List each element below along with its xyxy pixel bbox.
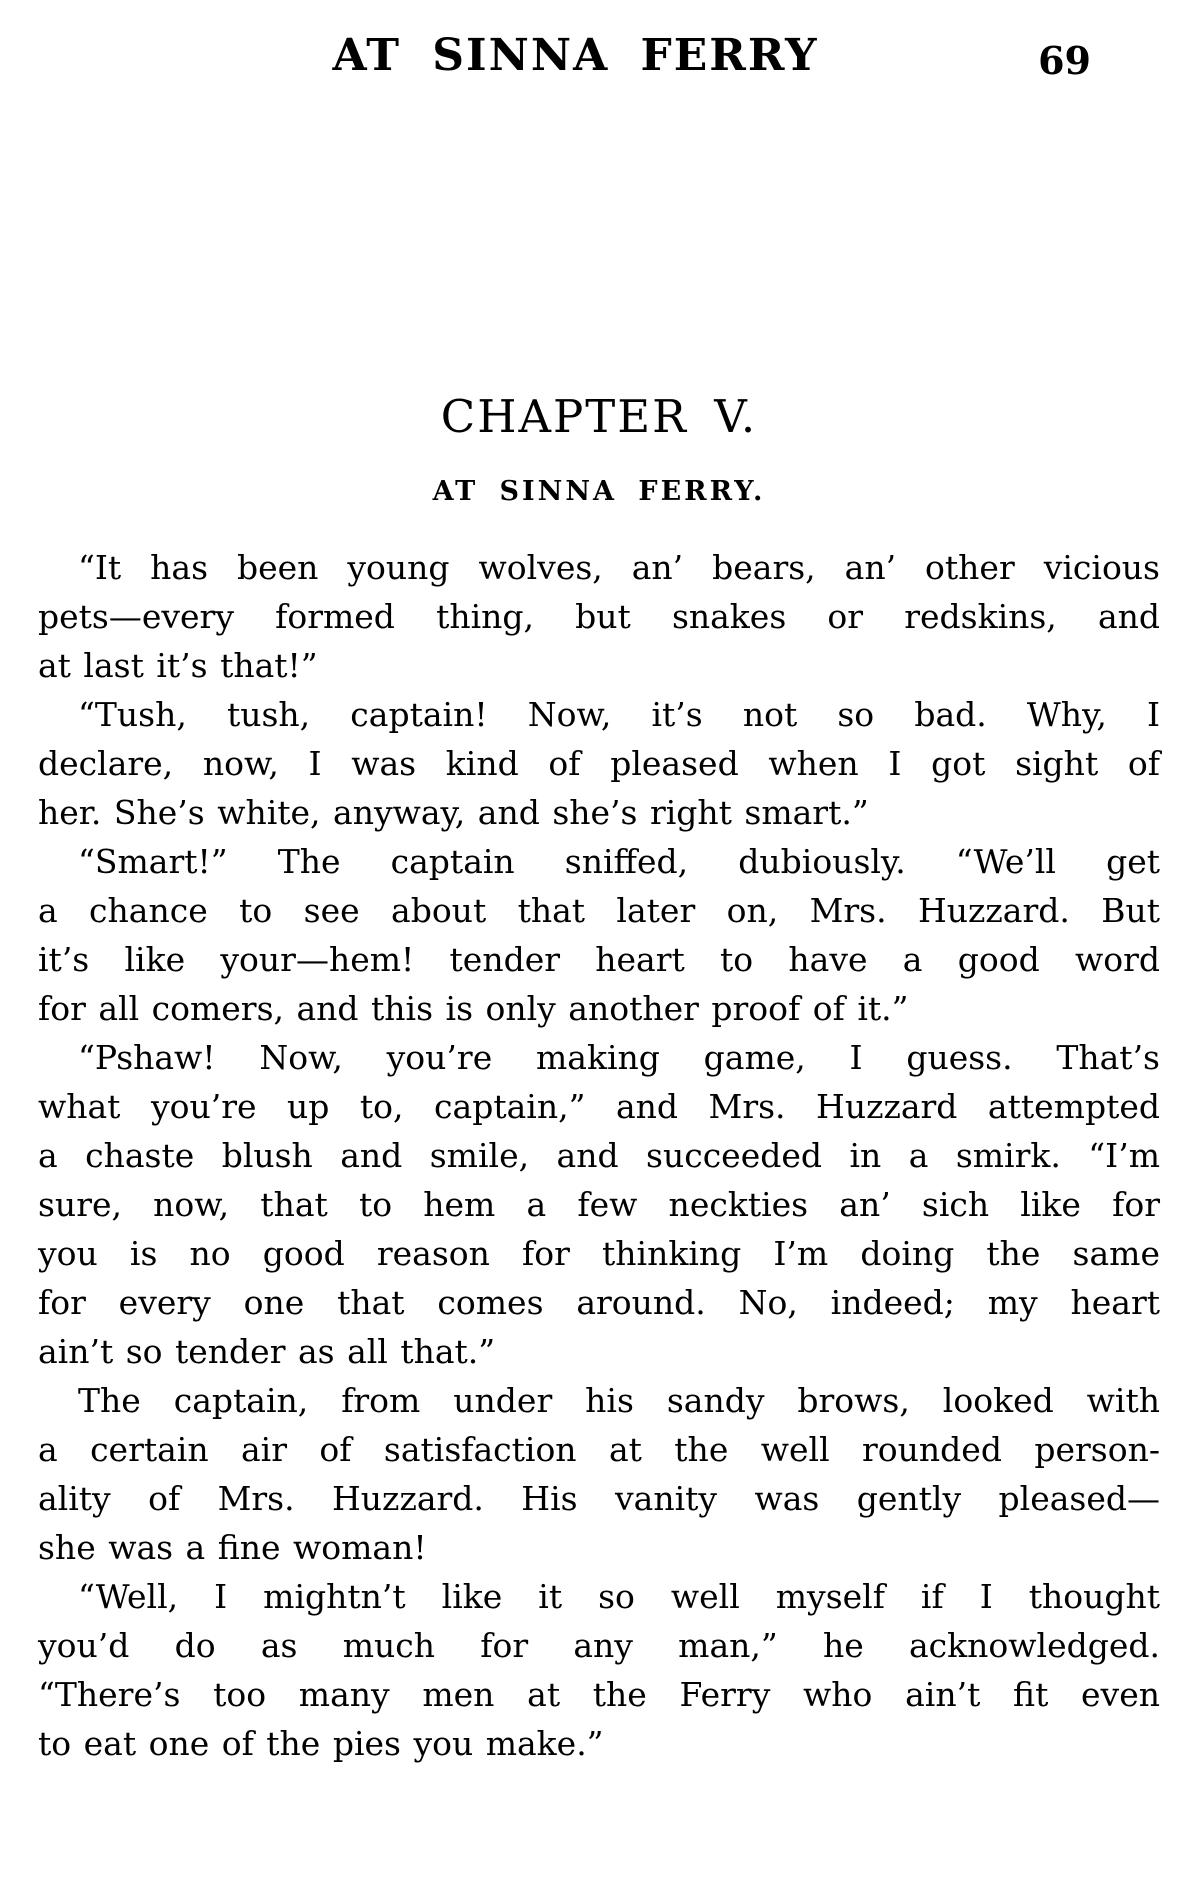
text-line: The captain, from under his sandy brows, looked with bbox=[78, 1381, 1160, 1420]
paragraph bbox=[38, 690, 1160, 837]
running-header bbox=[0, 30, 1191, 81]
text-line: you is no good reason for thinking I’m doing the same bbox=[38, 1234, 1160, 1273]
text-line: a chaste blush and smile, and succeeded in a smirk. “I’m bbox=[38, 1136, 1160, 1175]
text-line: ain’t so tender as all that.” bbox=[38, 1332, 496, 1371]
text-line: “Well, I mightn’t like it so well myself if I thought bbox=[78, 1577, 1160, 1616]
paragraph bbox=[38, 1572, 1160, 1768]
text-line: sure, now, that to hem a few neckties an’ sich like for bbox=[38, 1185, 1160, 1224]
text-line: she was a fine woman! bbox=[38, 1528, 427, 1567]
text-line: declare, now, I was kind of pleased when I got sight of bbox=[38, 744, 1160, 783]
text-line: to eat one of the pies you make.” bbox=[38, 1724, 604, 1763]
chapter-subheading: AT SINNA FERRY. bbox=[432, 476, 766, 507]
text-line: for all comers, and this is only another proof of it.” bbox=[38, 989, 909, 1028]
text-line: a chance to see about that later on, Mrs. Huzzard. But bbox=[38, 891, 1160, 930]
text-line: pets—every formed thing, but snakes or redskins, and bbox=[38, 597, 1160, 636]
text-line: you’d do as much for any man,” he acknowledged. bbox=[38, 1626, 1160, 1665]
text-line: a certain air of satisfaction at the well rounded person- bbox=[38, 1430, 1160, 1469]
chapter-heading: CHAPTER V. bbox=[440, 390, 758, 443]
paragraph bbox=[38, 837, 1160, 1033]
text-line: what you’re up to, captain,” and Mrs. Huzzard attempted bbox=[38, 1087, 1160, 1126]
text-line: “Smart!” The captain sniffed, dubiously. “We’ll get bbox=[78, 842, 1160, 881]
text-line: “Pshaw! Now, you’re making game, I guess. That’s bbox=[78, 1038, 1160, 1077]
text-line: for every one that comes around. No, indeed; my heart bbox=[38, 1283, 1160, 1322]
page-body bbox=[38, 543, 1160, 1768]
paragraph bbox=[38, 1033, 1160, 1376]
text-line: her. She’s white, anyway, and she’s right smart.” bbox=[38, 793, 869, 832]
text-line: ality of Mrs. Huzzard. His vanity was gently pleased— bbox=[38, 1479, 1160, 1518]
text-line: at last it’s that!” bbox=[38, 646, 318, 685]
text-line: “It has been young wolves, an’ bears, an’ other vicious bbox=[78, 548, 1160, 587]
text-line: “Tush, tush, captain! Now, it’s not so bad. Why, I bbox=[78, 695, 1160, 734]
paragraph bbox=[38, 1376, 1160, 1572]
text-line: it’s like your—hem! tender heart to have a good word bbox=[38, 940, 1160, 979]
paragraph bbox=[38, 543, 1160, 690]
running-header-title: AT SINNA FERRY bbox=[332, 30, 819, 81]
text-line: “There’s too many men at the Ferry who ain’t fit even bbox=[38, 1675, 1160, 1714]
page-number: 69 bbox=[1038, 38, 1091, 83]
